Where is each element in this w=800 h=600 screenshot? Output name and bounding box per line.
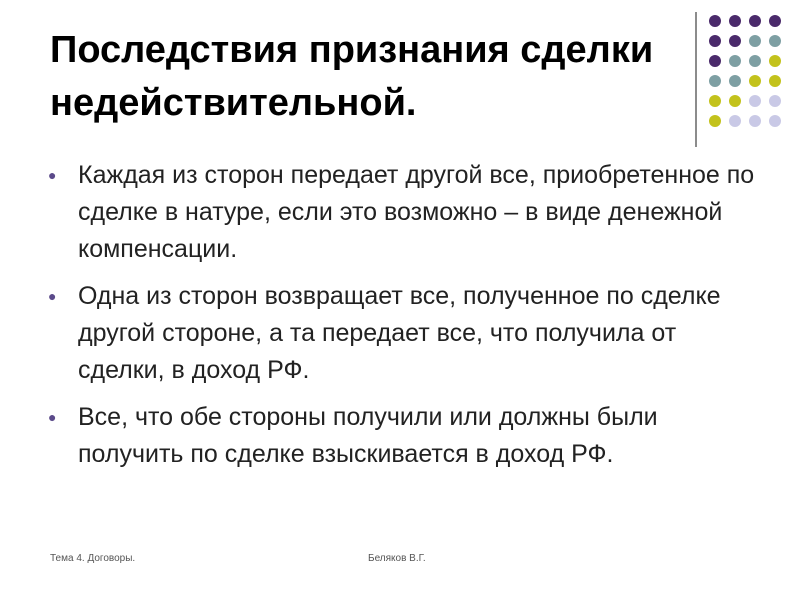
decorative-dot xyxy=(769,15,781,27)
bullet-dot-icon: ● xyxy=(48,409,57,425)
decorative-dot xyxy=(709,115,721,127)
decorative-dot xyxy=(729,75,741,87)
bullet-dot-icon: ● xyxy=(48,167,57,183)
decorative-dot xyxy=(709,95,721,107)
decorative-dot xyxy=(749,75,761,87)
decorative-dot xyxy=(769,75,781,87)
decorative-dot xyxy=(729,115,741,127)
bullet-list xyxy=(48,157,763,483)
bullet-item xyxy=(48,278,763,389)
decorative-dot xyxy=(709,55,721,67)
decorative-dot xyxy=(749,115,761,127)
decorative-dot xyxy=(749,55,761,67)
decorative-dot xyxy=(749,35,761,47)
decorative-dot xyxy=(729,15,741,27)
bullet-item xyxy=(48,157,763,268)
decorative-dot xyxy=(769,35,781,47)
bullet-item xyxy=(48,399,763,473)
decorative-dot xyxy=(749,95,761,107)
decorative-dot xyxy=(769,115,781,127)
decorative-dot xyxy=(729,95,741,107)
bullet-dot-icon: ● xyxy=(48,288,57,304)
footer-author: Беляков В.Г. xyxy=(368,553,426,564)
decorative-dot xyxy=(729,35,741,47)
decorative-dot xyxy=(709,75,721,87)
bullet-text: Каждая из сторон передает другой все, приобретенное по сделке в натуре, если это возможно – в виде денежной компенсации. xyxy=(78,161,755,263)
decorative-dot-grid xyxy=(703,11,787,131)
slide-title: Последствия признания сделки недействительной. xyxy=(50,29,654,124)
decorative-dot xyxy=(709,15,721,27)
bullet-text: Все, что обе стороны получили или должны были получить по сделке взыскивается в доход РФ. xyxy=(78,403,658,468)
bullet-text: Одна из сторон возвращает все, полученное по сделке другой стороне, а та передает все, что получила от сделки, в доход РФ. xyxy=(78,282,721,384)
decorative-dot xyxy=(769,55,781,67)
decorative-dot xyxy=(709,35,721,47)
decorative-dot xyxy=(769,95,781,107)
title-divider-line xyxy=(695,12,697,147)
decorative-dot xyxy=(749,15,761,27)
decorative-dot xyxy=(729,55,741,67)
footer-topic: Тема 4. Договоры. xyxy=(50,553,136,564)
